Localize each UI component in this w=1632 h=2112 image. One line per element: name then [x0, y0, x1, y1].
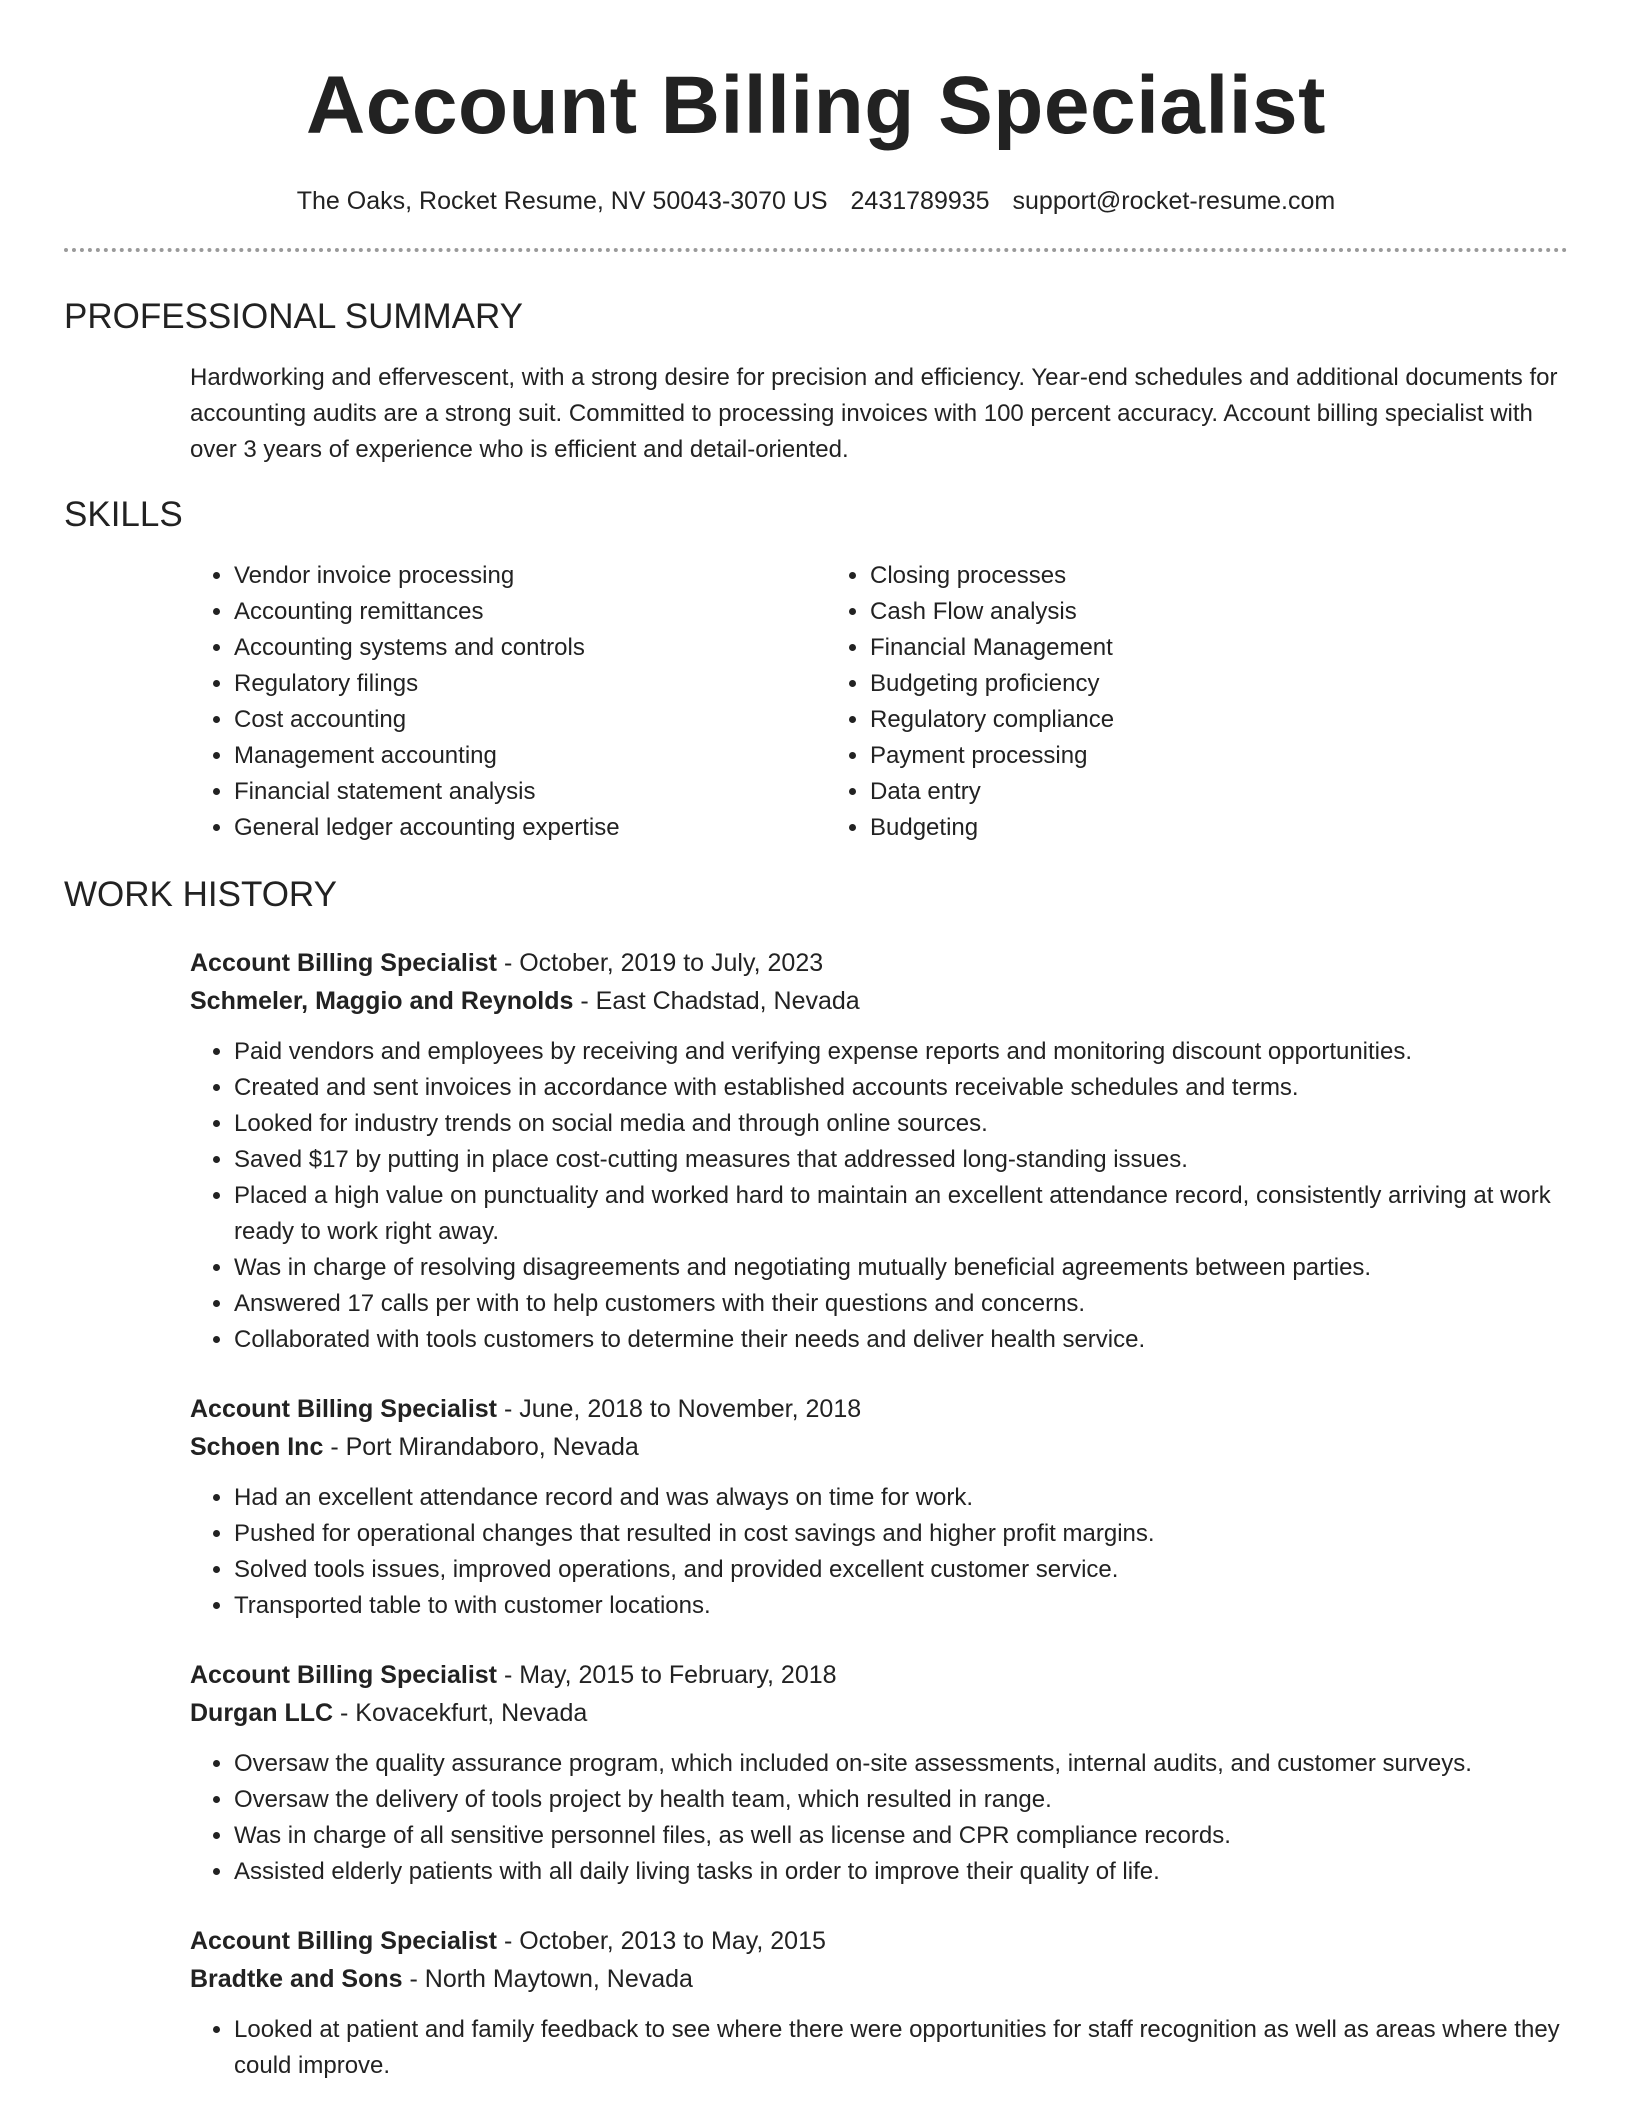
job-company: Bradtke and Sons — [190, 1965, 403, 1993]
job-bullets — [190, 1746, 1568, 1890]
job-title-line — [190, 1390, 1568, 1428]
job-bullet: • Collaborated with tools customers to determine their needs and deliver health service. — [234, 1322, 1568, 1358]
job-entry — [190, 1390, 1568, 1624]
job-company-line — [190, 1694, 1568, 1732]
job-dates: - June, 2018 to November, 2018 — [497, 1395, 862, 1423]
skill-item: • Budgeting — [870, 810, 1426, 846]
job-bullets — [190, 1034, 1568, 1358]
job-company: Schmeler, Maggio and Reynolds — [190, 987, 574, 1015]
job-location: - Kovacekfurt, Nevada — [333, 1699, 588, 1727]
job-company-line — [190, 1960, 1568, 1998]
job-bullets — [190, 2012, 1568, 2084]
header-divider — [64, 248, 1568, 252]
job-bullet: • Had an excellent attendance record and was always on time for work. — [234, 1480, 1568, 1516]
job-role: Account Billing Specialist — [190, 1927, 497, 1955]
job-title-line — [190, 1656, 1568, 1694]
job-role: Account Billing Specialist — [190, 1661, 497, 1689]
summary-text: Hardworking and effervescent, with a strong desire for precision and efficiency. Year-end schedules and additional documents for accounting audits are a strong suit. Committed to processing invoices with 100 percent accuracy. Account billing specialist with over 3 years of experience who is efficient and detail-oriented. — [190, 364, 1558, 463]
job-title-line — [190, 1922, 1568, 1960]
contact-line — [64, 184, 1568, 218]
job-bullet: • Assisted elderly patients with all daily living tasks in order to improve their quality of life. — [234, 1854, 1568, 1890]
skill-item: • Management accounting — [234, 738, 826, 774]
skill-item: • Data entry — [870, 774, 1426, 810]
job-bullet: • Paid vendors and employees by receiving and verifying expense reports and monitoring discount opportunities. — [234, 1034, 1568, 1070]
job-entry — [190, 1922, 1568, 2084]
section-title-work-history: WORK HISTORY — [64, 875, 337, 914]
job-bullet: • Was in charge of all sensitive personnel files, as well as license and CPR compliance records. — [234, 1818, 1568, 1854]
job-company: Durgan LLC — [190, 1699, 334, 1727]
skill-item: • Cash Flow analysis — [870, 594, 1426, 630]
skills-list — [190, 558, 1568, 846]
job-company: Schoen Inc — [190, 1433, 324, 1461]
skill-item: • Accounting remittances — [234, 594, 826, 630]
contact-email: support@rocket-resume.com — [1012, 187, 1336, 215]
job-role: Account Billing Specialist — [190, 949, 497, 977]
skill-item: • Regulatory filings — [234, 666, 826, 702]
skill-item: • Regulatory compliance — [870, 702, 1426, 738]
job-role: Account Billing Specialist — [190, 1395, 497, 1423]
job-bullet: • Transported table to with customer locations. — [234, 1588, 1568, 1624]
job-location: - Port Mirandaboro, Nevada — [323, 1433, 639, 1461]
job-bullets — [190, 1480, 1568, 1624]
skill-item: • Cost accounting — [234, 702, 826, 738]
job-bullet: • Placed a high value on punctuality and worked hard to maintain an excellent attendance record, consistently arriving at work ready to work right away. — [234, 1178, 1568, 1250]
job-entry — [190, 1656, 1568, 1890]
skill-item: • Payment processing — [870, 738, 1426, 774]
skill-item: • Closing processes — [870, 558, 1426, 594]
skills-column-left — [190, 558, 826, 846]
job-title-line — [190, 944, 1568, 982]
contact-phone: 2431789935 — [850, 187, 990, 215]
job-entry — [190, 944, 1568, 1358]
job-location: - East Chadstad, Nevada — [573, 987, 860, 1015]
contact-address: The Oaks, Rocket Resume, NV 50043-3070 US — [296, 187, 828, 215]
job-bullet: • Was in charge of resolving disagreements and negotiating mutually beneficial agreements between parties. — [234, 1250, 1568, 1286]
job-bullet: • Oversaw the delivery of tools project by health team, which resulted in range. — [234, 1782, 1568, 1818]
job-bullet: • Pushed for operational changes that resulted in cost savings and higher profit margins. — [234, 1516, 1568, 1552]
job-dates: - October, 2019 to July, 2023 — [497, 949, 824, 977]
job-bullet: • Looked at patient and family feedback to see where there were opportunities for staff recognition as well as areas where they could improve. — [234, 2012, 1568, 2084]
skill-item: • Accounting systems and controls — [234, 630, 826, 666]
section-title-skills: SKILLS — [64, 495, 183, 534]
job-bullet: • Oversaw the quality assurance program, which included on-site assessments, internal audits, and customer surveys. — [234, 1746, 1568, 1782]
skill-item: • Financial Management — [870, 630, 1426, 666]
job-location: - North Maytown, Nevada — [402, 1965, 693, 1993]
job-bullet: • Looked for industry trends on social media and through online sources. — [234, 1106, 1568, 1142]
job-company-line — [190, 1428, 1568, 1466]
job-bullet: • Answered 17 calls per with to help customers with their questions and concerns. — [234, 1286, 1568, 1322]
skill-item: • Financial statement analysis — [234, 774, 826, 810]
skill-item: • Vendor invoice processing — [234, 558, 826, 594]
job-company-line — [190, 982, 1568, 1020]
job-bullet: • Solved tools issues, improved operations, and provided excellent customer service. — [234, 1552, 1568, 1588]
resume-title: Account Billing Specialist — [306, 60, 1326, 151]
job-bullet: • Created and sent invoices in accordance with established accounts receivable schedules and terms. — [234, 1070, 1568, 1106]
job-dates: - October, 2013 to May, 2015 — [497, 1927, 826, 1955]
job-dates: - May, 2015 to February, 2018 — [497, 1661, 837, 1689]
job-bullet: • Saved $17 by putting in place cost-cutting measures that addressed long-standing issues. — [234, 1142, 1568, 1178]
skill-item: • Budgeting proficiency — [870, 666, 1426, 702]
skill-item: • General ledger accounting expertise — [234, 810, 826, 846]
skills-column-right — [826, 558, 1426, 846]
section-title-summary: PROFESSIONAL SUMMARY — [64, 297, 523, 336]
